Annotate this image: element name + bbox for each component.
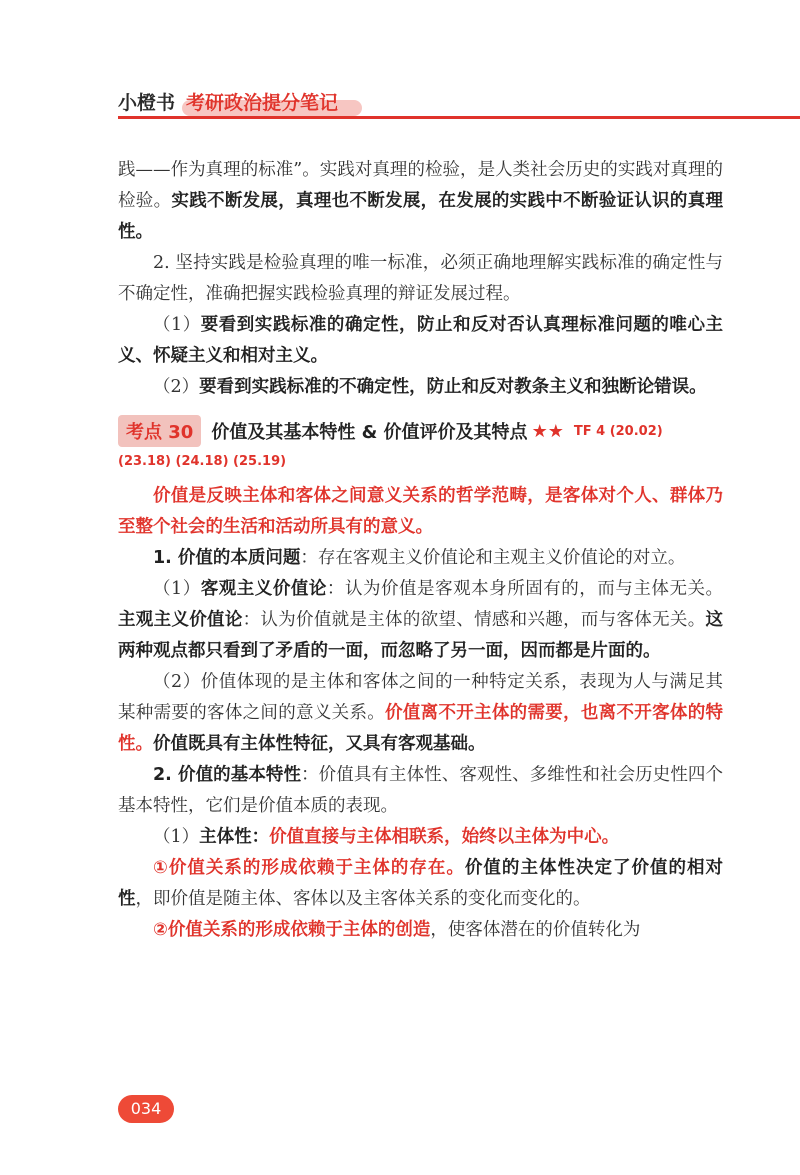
page-number: 034 [118, 1095, 174, 1123]
bold-text: 实践不断发展，真理也不断发展，在发展的实践中不断验证认识的真理性。 [118, 191, 724, 242]
book-title: 考研政治提分笔记 [186, 92, 339, 114]
book-brand: 小橙书 [118, 92, 176, 114]
page-content [118, 155, 723, 946]
paragraph-relation: （2）价值体现的是主体和客体之间的一种特定关系，表现为人与满足其某种需要的客体之间的意义关系。价值离不开主体的需要，也离不开客体的特性。价值既具有主体性特征，又具有客观基础。 [118, 672, 724, 754]
paragraph-subjectivity-2: ②价值关系的形成依赖于主体的创造，使客体潜在的价值转化为 [153, 920, 641, 940]
header-rule [118, 116, 800, 119]
kaodian-badge: 考点 30 [118, 415, 201, 447]
paragraph-objective-subjective: （1）客观主义价值论：认为价值是客观本身所固有的，而与主体无关。主观主义价值论：认为价值就是主体的欲望、情感和兴趣，而与客体无关。这两种观点都只看到了矛盾的一面，而忽略了另一面，因而都是片面的。 [118, 579, 724, 661]
exam-frequency: TF 4 (20.02) [573, 423, 663, 439]
exam-years: (23.18) (24.18) (25.19) [118, 454, 287, 469]
paragraph-subjectivity-1: ①价值关系的形成依赖于主体的存在。价值的主体性决定了价值的相对性，即价值是随主体、客体以及主客体关系的变化而变化的。 [118, 858, 723, 909]
running-header [118, 86, 800, 122]
paragraph-essence: 1. 价值的本质问题：存在客观主义价值论和主观主义价值论的对立。 [153, 548, 686, 568]
kaodian-heading [118, 413, 723, 475]
paragraph-practice-test: 践——作为真理的标准”。实践对真理的检验，是人类社会历史的实践对真理的检验。实践不断发展，真理也不断发展，在发展的实践中不断验证认识的真理性。 [118, 160, 724, 242]
paragraph-point-2-2: （2）要看到实践标准的不确定性，防止和反对教条主义和独断论错误。 [153, 377, 707, 397]
definition-paragraph: 价值是反映主体和客体之间意义关系的哲学范畴，是客体对个人、群体乃至整个社会的生活和活动所具有的意义。 [118, 486, 723, 537]
star-icon: ★★ [531, 420, 564, 442]
paragraph-point-2: 2. 坚持实践是检验真理的唯一标准，必须正确地理解实践标准的确定性与不确定性，准确把握实践检验真理的辩证发展过程。 [118, 253, 723, 304]
paragraph-point-2-1: （1）要看到实践标准的确定性，防止和反对否认真理标准问题的唯心主义、怀疑主义和相对主义。 [118, 315, 723, 366]
paragraph-subjectivity: （1）主体性：价值直接与主体相联系，始终以主体为中心。 [153, 827, 620, 847]
kaodian-title: 价值及其基本特性 & 价值评价及其特点 [211, 422, 528, 443]
paragraph-basic-features: 2. 价值的基本特性：价值具有主体性、客观性、多维性和社会历史性四个基本特性，它们是价值本质的表现。 [118, 765, 724, 816]
